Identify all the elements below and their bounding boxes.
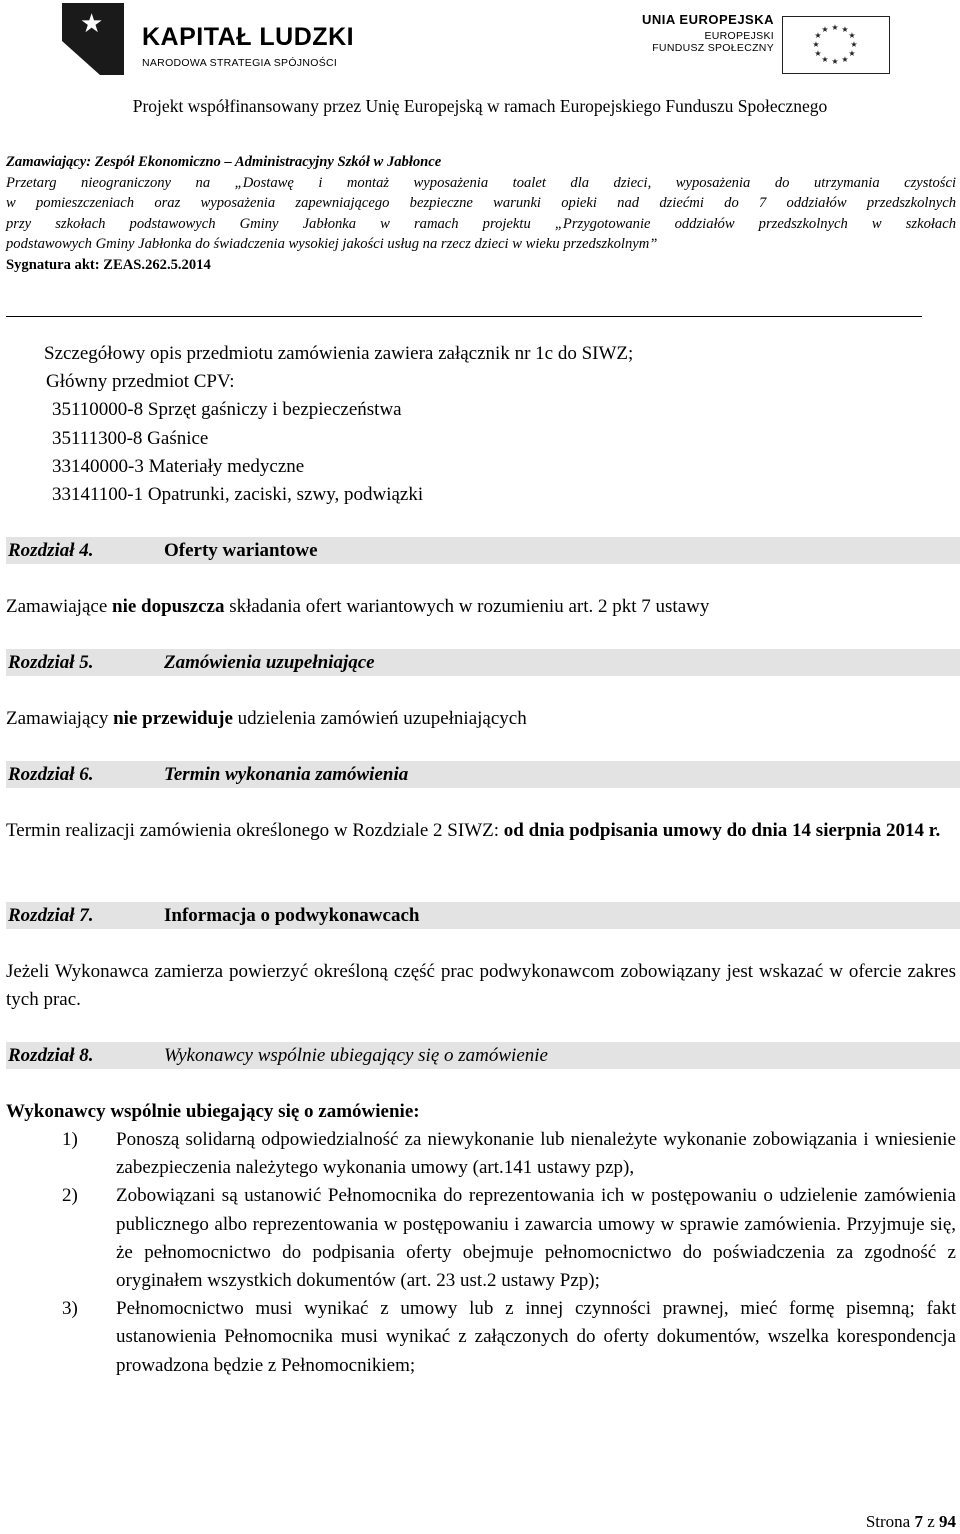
svg-text:★: ★ xyxy=(814,49,822,58)
cpv-block xyxy=(44,340,633,509)
logo-right-line1: UNIA EUROPEJSKA xyxy=(642,12,774,27)
svg-text:★: ★ xyxy=(821,25,829,34)
chapter-6-text: Termin realizacji zamówienia określonego w Rozdziale 2 SIWZ: od dnia podpisania umowy do dnia 14 sierpnia 2014 r. xyxy=(6,820,941,841)
list-marker: 1) xyxy=(62,1129,78,1150)
svg-text:★: ★ xyxy=(848,49,856,58)
page-number: Strona 7 z 94 xyxy=(865,1512,956,1531)
chapter-title: Wykonawcy wspólnie ubiegający się o zamówienie xyxy=(164,1045,548,1066)
logo-left-subtitle: NARODOWA STRATEGIA SPÓJNOŚCI xyxy=(142,57,338,69)
chapter-4-heading xyxy=(6,537,960,564)
chapter-7-text: Jeżeli Wykonawca zamierza powierzyć określoną część prac podwykonawcom zobowiązany jest wskazać w ofercie zakres tych prac. xyxy=(6,961,956,1011)
header-ordering-party: Zamawiający: Zespół Ekonomiczno – Administracyjny Szkół w Jabłonce xyxy=(6,154,442,170)
svg-text:★: ★ xyxy=(831,57,839,66)
svg-text:★: ★ xyxy=(831,23,839,32)
chapter-8-heading xyxy=(6,1042,960,1069)
document-header xyxy=(6,152,956,276)
list-item xyxy=(6,1126,956,1182)
chapter-7-heading xyxy=(6,902,960,929)
list-item-text: Pełnomocnictwo musi wynikać z umowy lub z innej czynności prawnej, mieć formę pisemną; fakt ustanowienia Pełnomocnika musi wynikać z załączonych do oferty dokumentów, wszelka korespondencja prowadzona będzie z Pełnomocnikiem; xyxy=(116,1298,956,1376)
eu-flag-icon xyxy=(782,16,890,74)
svg-text:★: ★ xyxy=(812,40,820,49)
kapital-ludzki-mark-icon: ★ xyxy=(62,3,124,75)
funding-line: Projekt współfinansowany przez Unię Europejską w ramach Europejskiego Funduszu Społecznego xyxy=(132,96,828,116)
chapter-number: Rozdział 6. xyxy=(8,764,94,785)
chapter-5-text: Zamawiający nie przewiduje udzielenia zamówień uzupełniających xyxy=(6,708,527,729)
chapter-5-heading xyxy=(6,649,960,676)
list-marker: 2) xyxy=(62,1185,78,1207)
list-item-text: Zobowiązani są ustanowić Pełnomocnika do reprezentowania ich w postępowaniu o udzielenie zamówienia publicznego albo reprezentowania w postępowaniu i zawarcia umowy w sprawie zamówienia. Przyjmuje się, że pełnomocnictwo do podpisania oferty obejmuje pełnomocnictwo do poświadczenia za zgodność z oryginałem wszystkich dokumentów (art. 23 ust.2 ustawy Pzp); xyxy=(116,1185,956,1292)
header-divider xyxy=(6,316,922,317)
chapter-8-list xyxy=(6,1126,956,1380)
logo-right-line3: FUNDUSZ SPOŁECZNY xyxy=(652,42,774,54)
eu-logo xyxy=(628,12,898,78)
svg-text:★: ★ xyxy=(841,55,849,64)
logo-left-title: KAPITAŁ LUDZKI xyxy=(142,23,355,51)
svg-text:★: ★ xyxy=(850,40,858,49)
chapter-number: Rozdział 7. xyxy=(8,905,94,926)
header-tender-line-1: Przetarg nieograniczony na „Dostawę i montaż wyposażenia toalet dla dzieci, wyposażenia do utrzymania czystości xyxy=(6,174,956,191)
chapter-8-lead: Wykonawcy wspólnie ubiegający się o zamówienie: xyxy=(6,1101,420,1122)
svg-text:★: ★ xyxy=(848,31,856,40)
list-marker: 3) xyxy=(62,1298,78,1320)
cpv-intro: Szczegółowy opis przedmiotu zamówienia zawiera załącznik nr 1c do SIWZ; xyxy=(44,343,634,364)
chapter-title: Oferty wariantowe xyxy=(164,540,318,561)
chapter-4-text: Zamawiające nie dopuszcza składania ofert wariantowych w rozumieniu art. 2 pkt 7 ustawy xyxy=(6,596,710,617)
cpv-main-label: Główny przedmiot CPV: xyxy=(46,371,235,393)
chapter-number: Rozdział 5. xyxy=(8,652,94,673)
svg-text:★: ★ xyxy=(814,31,822,40)
kapital-ludzki-logo xyxy=(62,3,355,83)
logo-right-line2: EUROPEJSKI xyxy=(704,30,774,42)
chapter-number: Rozdział 8. xyxy=(8,1045,94,1066)
header-tender-line-3: przy szkołach podstawowych Gminy Jabłonka w ramach projektu „Przygotowanie oddziałów przedszkolnych w szkołach xyxy=(6,215,956,232)
chapter-title: Informacja o podwykonawcach xyxy=(164,905,420,926)
chapter-title: Zamówienia uzupełniające xyxy=(164,652,375,673)
list-item xyxy=(6,1182,956,1295)
chapter-number: Rozdział 4. xyxy=(8,540,94,561)
header-tender-line-4: podstawowych Gminy Jabłonka do świadczenia wysokiej jakości usług na rzecz dzieci w wieku przedszkolnym” xyxy=(6,236,658,253)
cpv-code: 35110000-8 Sprzęt gaśniczy i bezpieczeństwa xyxy=(52,399,402,421)
header-signature: Sygnatura akt: ZEAS.262.5.2014 xyxy=(6,256,211,273)
cpv-code: 33141100-1 Opatrunki, zaciski, szwy, podwiązki xyxy=(52,484,424,506)
svg-text:★: ★ xyxy=(821,55,829,64)
list-item-text: Ponoszą solidarną odpowiedzialność za niewykonanie lub nienależyte wykonanie zobowiązania i wniesienie zabezpieczenia należytego wykonania umowy (art.141 ustawy pzp), xyxy=(116,1129,956,1179)
cpv-code: 33140000-3 Materiały medyczne xyxy=(52,455,305,477)
chapter-title: Termin wykonania zamówienia xyxy=(164,764,409,785)
cpv-code: 35111300-8 Gaśnice xyxy=(52,427,209,449)
header-tender-line-2: w pomieszczeniach oraz wyposażenia zapewniającego bezpieczne warunki opieki nad dziećmi do 7 oddziałów przedszkolnych xyxy=(6,195,956,212)
chapter-6-heading xyxy=(6,761,960,788)
list-item xyxy=(6,1295,956,1380)
svg-text:★: ★ xyxy=(841,25,849,34)
